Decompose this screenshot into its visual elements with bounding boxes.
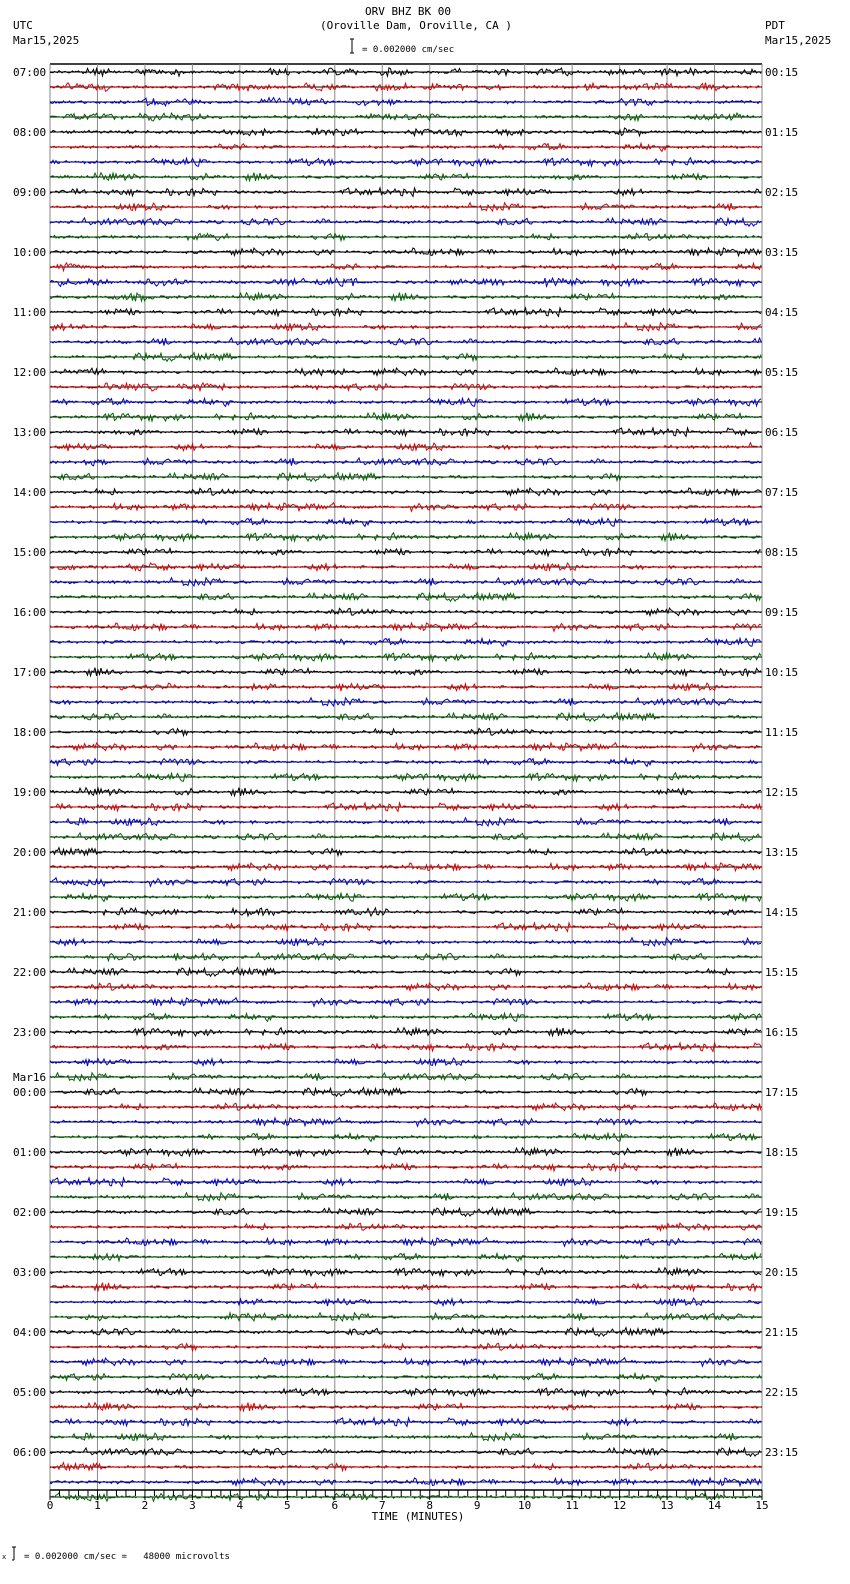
x-tick-label: 6	[331, 1499, 339, 1512]
seismic-trace	[50, 983, 761, 991]
right-timezone: PDT	[765, 19, 785, 32]
left-timezone: UTC	[13, 19, 33, 32]
utc-hour-label: 23:00	[13, 1026, 47, 1039]
pdt-time-label: 11:15	[765, 726, 799, 739]
x-tick-label: 12	[612, 1499, 627, 1512]
pdt-time-label: 22:15	[765, 1386, 799, 1399]
x-tick-label: 2	[141, 1499, 149, 1512]
pdt-time-label: 04:15	[765, 306, 799, 319]
pdt-time-label: 12:15	[765, 786, 799, 799]
pdt-time-label: 03:15	[765, 246, 799, 259]
pdt-time-label: 06:15	[765, 426, 799, 439]
x-tick-label: 9	[473, 1499, 481, 1512]
utc-hour-label: 22:00	[13, 966, 47, 979]
x-tick-label: 0	[46, 1499, 54, 1512]
utc-hour-label: 04:00	[13, 1326, 47, 1339]
utc-hour-label: 00:00	[13, 1086, 47, 1099]
pdt-time-label: 13:15	[765, 846, 799, 859]
pdt-time-label: 20:15	[765, 1266, 799, 1279]
x-tick-label: 13	[660, 1499, 674, 1512]
pdt-time-label: 01:15	[765, 126, 799, 139]
pdt-time-label: 00:15	[765, 66, 799, 79]
date-change-label: Mar16	[13, 1071, 47, 1084]
utc-hour-label: 12:00	[13, 366, 47, 379]
utc-hour-label: 13:00	[13, 426, 47, 439]
x-tick-label: 10	[518, 1499, 532, 1512]
x-tick-label: 15	[755, 1499, 769, 1512]
utc-hour-label: 02:00	[13, 1206, 47, 1219]
x-tick-label: 7	[378, 1499, 386, 1512]
x-tick-label: 1	[94, 1499, 101, 1512]
scale-bar-icon	[350, 39, 354, 53]
pdt-time-label: 02:15	[765, 186, 799, 199]
utc-hour-label: 09:00	[13, 186, 47, 199]
x-tick-label: 11	[565, 1499, 579, 1512]
x-tick-label: 4	[236, 1499, 244, 1512]
x-axis-label: TIME (MINUTES)	[371, 1510, 465, 1523]
utc-hour-label: 18:00	[13, 726, 47, 739]
pdt-time-label: 10:15	[765, 666, 799, 679]
pdt-time-label: 08:15	[765, 546, 799, 559]
utc-hour-label: 06:00	[13, 1446, 47, 1459]
pdt-time-label: 14:15	[765, 906, 799, 919]
pdt-time-label: 15:15	[765, 966, 799, 979]
station-title: ORV BHZ BK 00	[364, 5, 452, 18]
utc-hour-label: 20:00	[13, 846, 47, 859]
utc-hour-label: 01:00	[13, 1146, 47, 1159]
footer-scale-label: = 0.002000 cm/sec = 48000 microvolts	[24, 1552, 230, 1562]
pdt-time-label: 18:15	[765, 1146, 799, 1159]
x-tick-label: 5	[284, 1499, 291, 1512]
pdt-time-label: 23:15	[765, 1446, 799, 1459]
x-tick-label: 3	[189, 1499, 196, 1512]
footer-scale-icon	[2, 1547, 16, 1561]
utc-hour-label: 07:00	[13, 66, 47, 79]
utc-hour-label: 08:00	[13, 126, 47, 139]
scale-label: = 0.002000 cm/sec	[362, 45, 455, 55]
utc-hour-label: 14:00	[13, 486, 47, 499]
utc-hour-label: 11:00	[13, 306, 47, 319]
pdt-time-label: 16:15	[765, 1026, 799, 1039]
seismic-trace	[50, 563, 761, 571]
station-location: (Oroville Dam, Oroville, CA )	[319, 19, 513, 32]
seismic-trace	[50, 1223, 761, 1231]
x-tick-label: 14	[707, 1499, 722, 1512]
utc-hour-label: 03:00	[13, 1266, 47, 1279]
seismic-trace	[50, 968, 761, 977]
svg-text:x: x	[2, 1553, 7, 1561]
utc-hour-label: 21:00	[13, 906, 47, 919]
left-date: Mar15,2025	[13, 34, 80, 47]
utc-hour-label: 10:00	[13, 246, 47, 259]
seismic-trace	[50, 1478, 761, 1486]
right-date: Mar15,2025	[765, 34, 832, 47]
pdt-time-label: 05:15	[765, 366, 799, 379]
pdt-time-label: 07:15	[765, 486, 799, 499]
utc-hour-label: 05:00	[13, 1386, 47, 1399]
x-tick-label: 8	[426, 1499, 434, 1512]
seismic-trace	[50, 923, 761, 932]
utc-hour-label: 19:00	[13, 786, 47, 799]
pdt-time-label: 09:15	[765, 606, 799, 619]
seismic-trace	[50, 263, 761, 271]
seismic-trace	[50, 488, 761, 496]
pdt-time-label: 17:15	[765, 1086, 799, 1099]
utc-hour-label: 16:00	[13, 606, 47, 619]
pdt-time-label: 19:15	[765, 1206, 799, 1219]
utc-hour-label: 17:00	[13, 666, 47, 679]
pdt-time-label: 21:15	[765, 1326, 799, 1339]
utc-hour-label: 15:00	[13, 546, 47, 559]
